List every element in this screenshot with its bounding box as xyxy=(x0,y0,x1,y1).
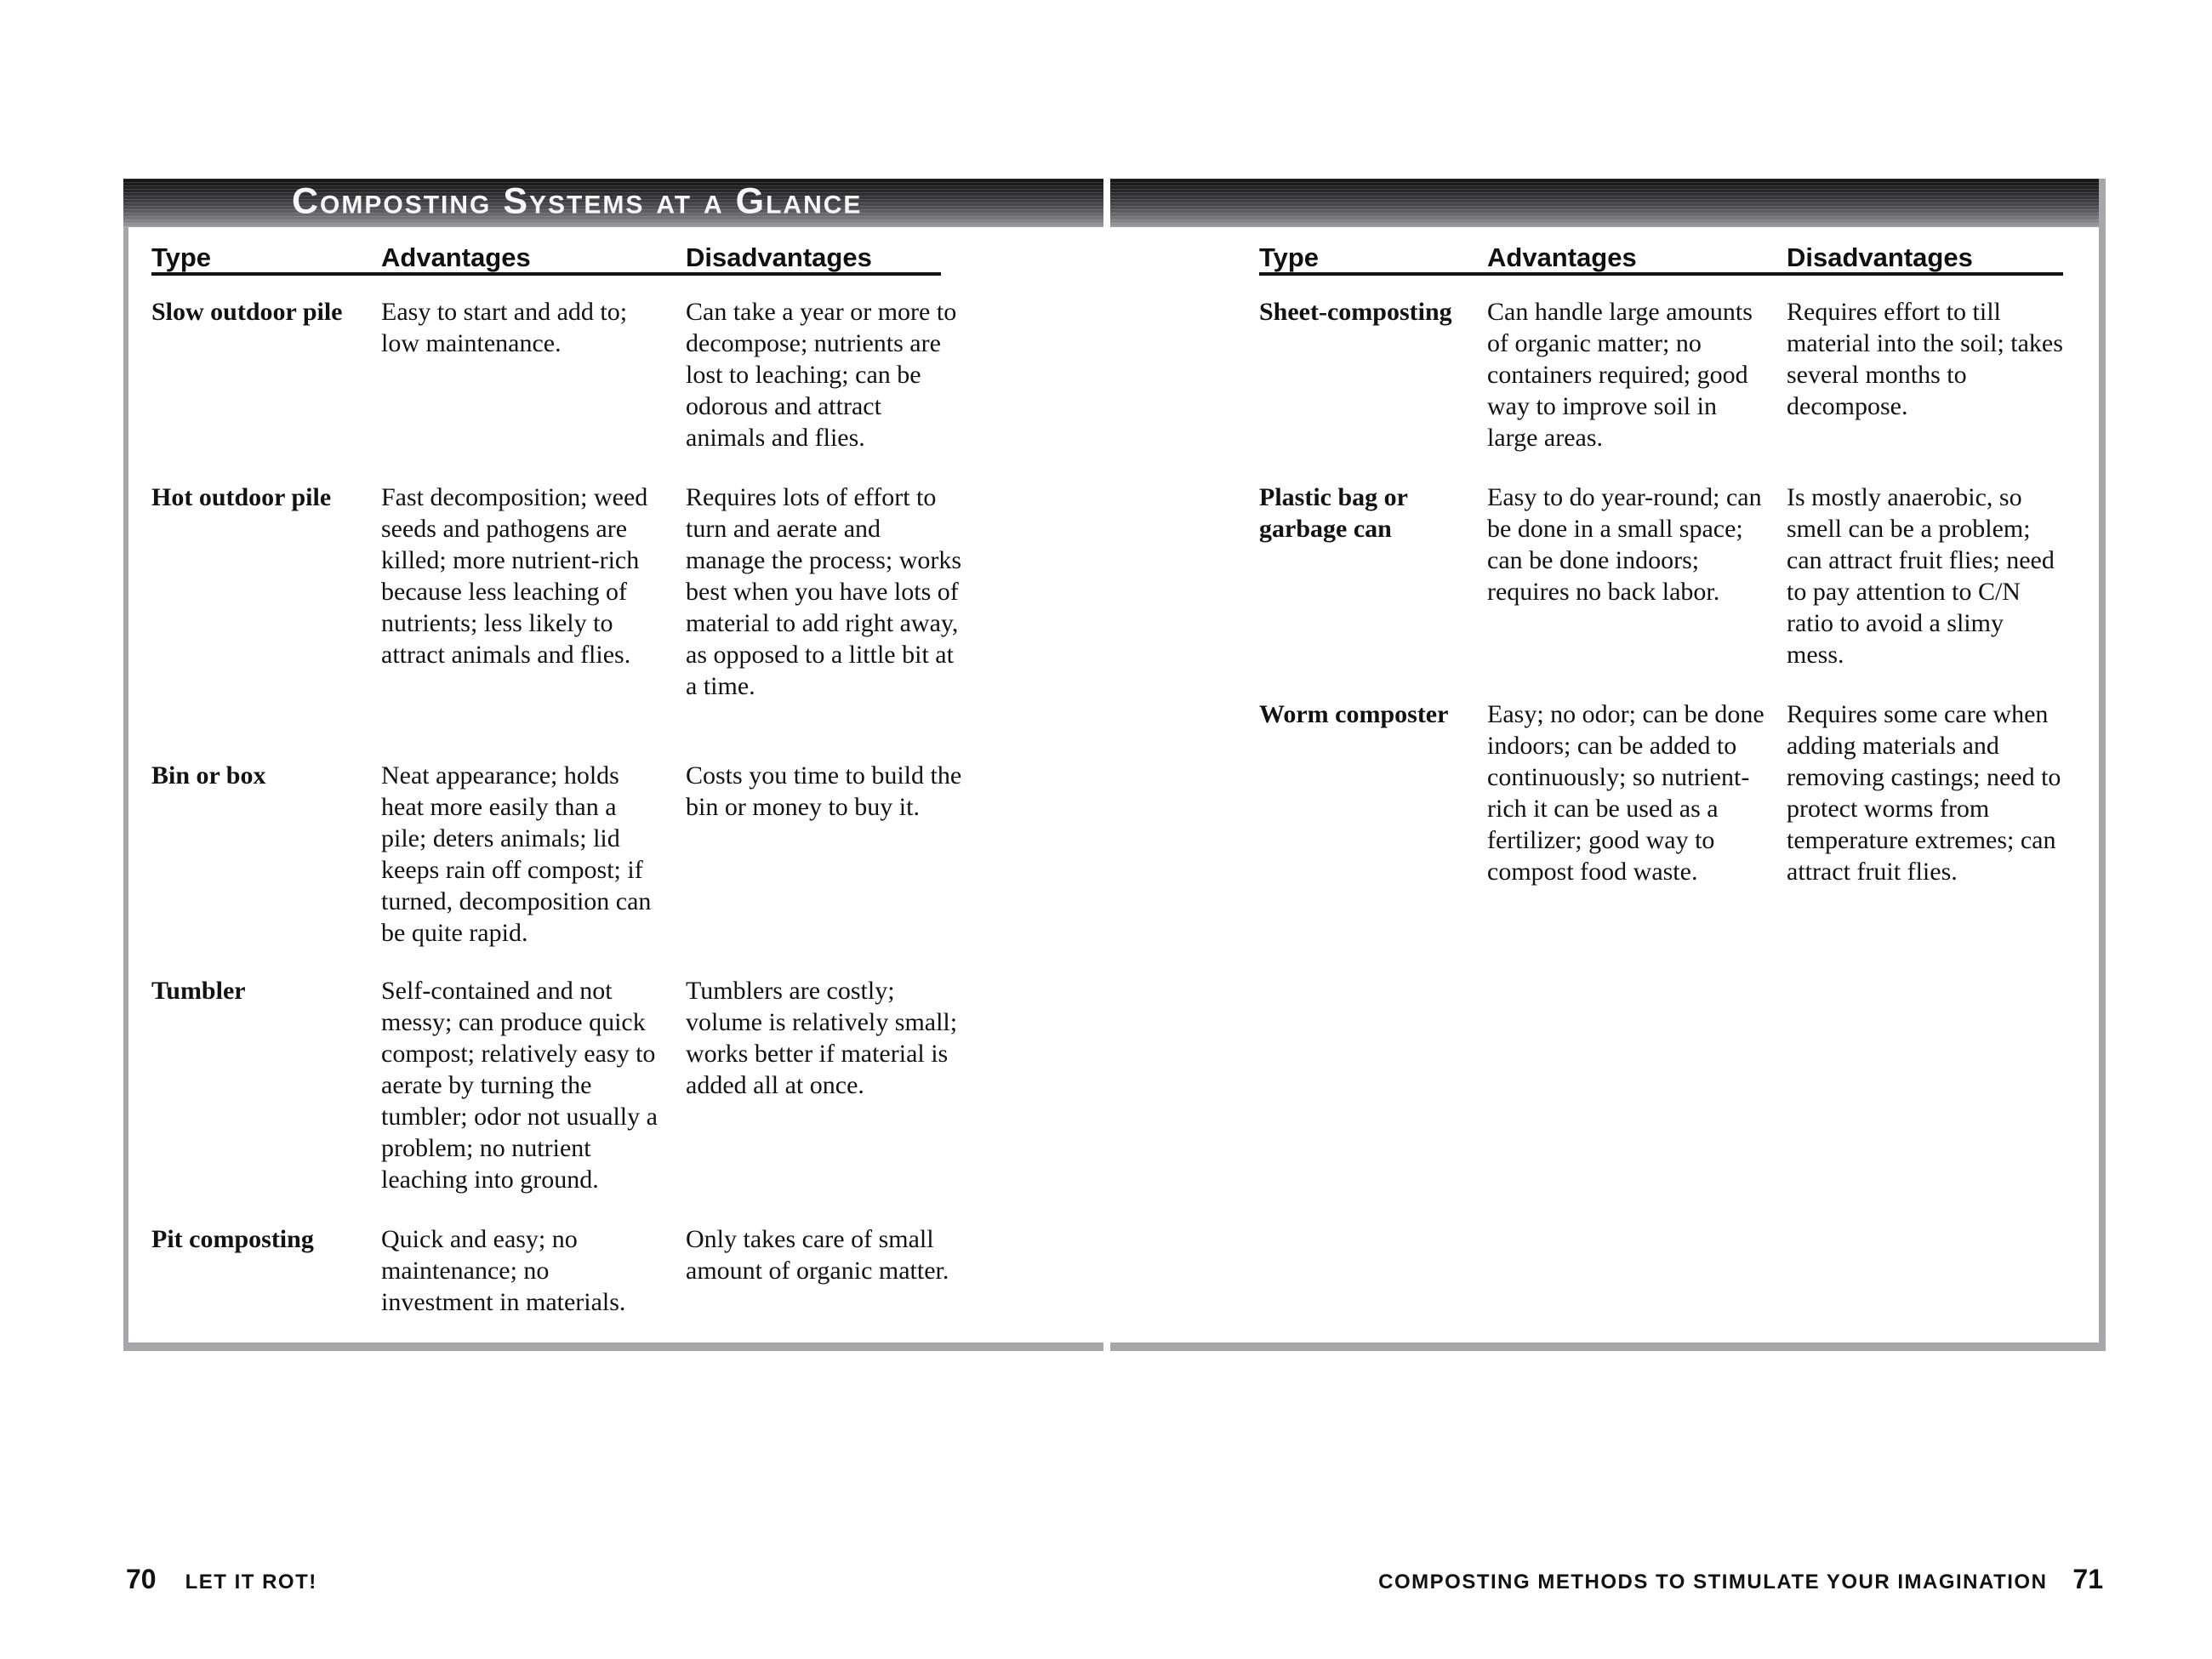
right-header-rule xyxy=(1259,272,2063,276)
table-row xyxy=(151,482,966,702)
row-advantages: Easy; no odor; can be done indoors; can be added to continuously; so nutrient-rich it can be used as a fertilizer; good way to compost food waste. xyxy=(1487,700,1764,886)
row-advantages: Self-contained and not messy; can produce quick compost; relatively easy to aerate by turning the tumbler; odor not usually a problem; no nutrient leaching into ground. xyxy=(381,977,658,1194)
right-page-number: 71 xyxy=(2072,1564,2103,1594)
table-row xyxy=(1259,296,2067,453)
row-disadvantages: Tumblers are costly; volume is relatively small; works better if material is added all at once. xyxy=(686,977,958,1099)
row-type: Slow outdoor pile xyxy=(151,298,343,326)
book-title: LET IT ROT! xyxy=(185,1571,317,1593)
row-disadvantages: Is mostly anaerobic, so smell can be a problem; can attract fruit flies; need to pay attention to C/N ratio to avoid a slimy mess. xyxy=(1787,483,2055,669)
table-row xyxy=(151,975,966,1195)
row-type: Pit composting xyxy=(151,1225,314,1253)
left-table-header-row xyxy=(151,242,966,273)
row-advantages: Fast decomposition; weed seeds and pathogens are killed; more nutrient-rich because less leaching of nutrients; less likely to attract animals and flies. xyxy=(381,483,648,669)
row-type: Tumbler xyxy=(151,977,246,1005)
row-disadvantages: Requires lots of effort to turn and aerate and manage the process; works best when you have lots of material to add right away, as opposed to a little bit at a time. xyxy=(686,483,962,700)
right-header-advantages: Advantages xyxy=(1487,242,1637,272)
row-advantages: Neat appearance; holds heat more easily than a pile; deters animals; lid keeps rain off compost; if turned, decomposition can be quite rapid. xyxy=(381,761,652,947)
row-type: Sheet-composting xyxy=(1259,298,1452,326)
right-header-disadvantages: Disadvantages xyxy=(1787,242,1973,272)
right-table-header-row xyxy=(1259,242,2067,273)
composting-table xyxy=(123,179,2106,1351)
left-page-footer xyxy=(126,1564,317,1595)
row-advantages: Easy to do year-round; can be done in a small space; can be done indoors; requires no back labor. xyxy=(1487,483,1762,606)
row-disadvantages: Requires effort to till material into the soil; takes several months to decompose. xyxy=(1787,298,2063,420)
row-disadvantages: Costs you time to build the bin or money to buy it. xyxy=(686,761,962,821)
row-disadvantages: Can take a year or more to decompose; nutrients are lost to leaching; can be odorous and attract animals and flies. xyxy=(686,298,957,452)
banner-bar-left-page xyxy=(123,179,1103,227)
row-type: Worm composter xyxy=(1259,700,1449,728)
left-page-number: 70 xyxy=(126,1564,157,1594)
row-advantages: Can handle large amounts of organic matter; no containers required; good way to improve soil in large areas. xyxy=(1487,298,1753,452)
table-row xyxy=(1259,698,2067,887)
left-header-type: Type xyxy=(151,242,212,272)
chapter-title: COMPOSTING METHODS TO STIMULATE YOUR IMAGINATION xyxy=(1378,1571,2048,1593)
row-advantages: Quick and easy; no maintenance; no investment in materials. xyxy=(381,1225,626,1316)
row-type: Hot outdoor pile xyxy=(151,483,332,511)
table-border-bottom-left xyxy=(123,1343,1103,1351)
left-header-advantages: Advantages xyxy=(381,242,531,272)
table-border-left xyxy=(123,227,128,1343)
table-row xyxy=(151,1223,966,1318)
row-disadvantages: Requires some care when adding materials and removing castings; need to protect worms from temperature extremes; can attract fruit flies. xyxy=(1787,700,2061,886)
left-header-rule xyxy=(151,272,941,276)
table-border-right xyxy=(2099,179,2106,1351)
table-border-bottom-right xyxy=(1110,1343,2106,1351)
row-type: Bin or box xyxy=(151,761,266,790)
row-advantages: Easy to start and add to; low maintenance. xyxy=(381,298,628,357)
left-header-disadvantages: Disadvantages xyxy=(686,242,872,272)
table-row xyxy=(1259,482,2067,670)
table-row xyxy=(151,760,966,949)
row-type: Plastic bag or garbage can xyxy=(1259,483,1408,543)
right-header-type: Type xyxy=(1259,242,1320,272)
banner-bar-right-page xyxy=(1110,179,2099,227)
row-disadvantages: Only takes care of small amount of organic matter. xyxy=(686,1225,949,1285)
right-page-footer xyxy=(1378,1564,2103,1595)
table-title: Composting Systems at a Glance xyxy=(292,180,863,222)
table-row xyxy=(151,296,966,453)
